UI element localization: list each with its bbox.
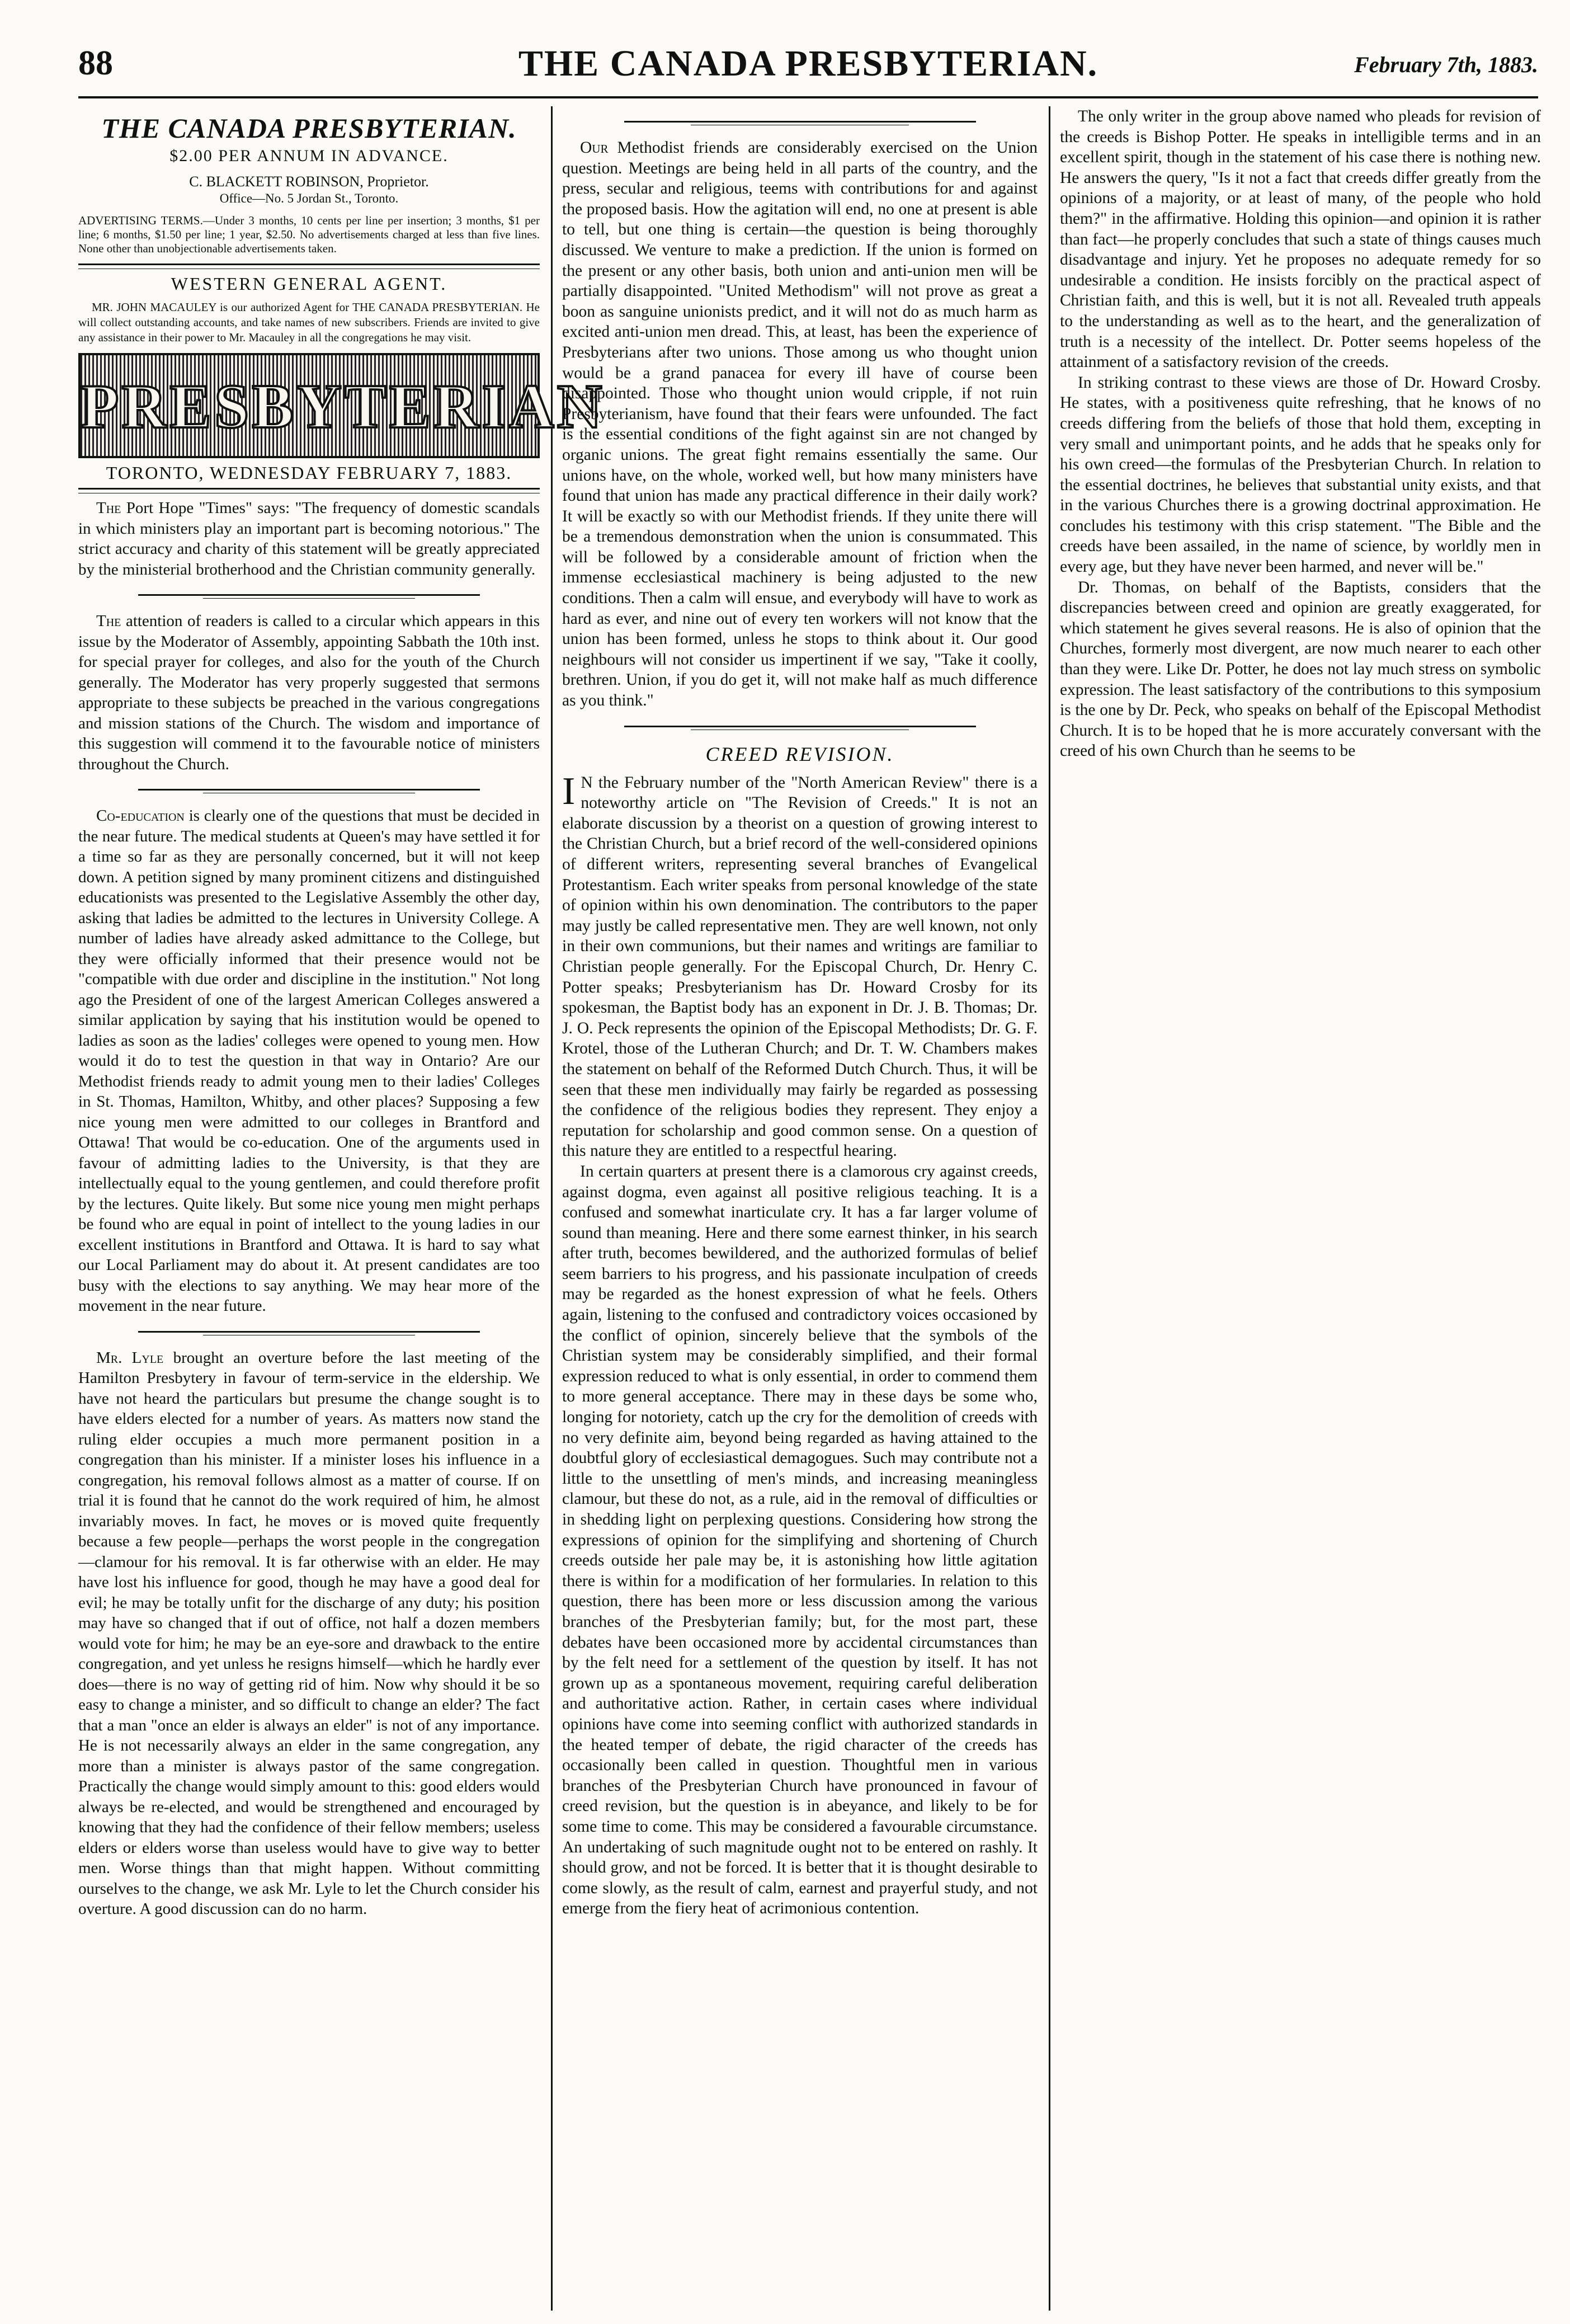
- column-2: [562, 106, 1038, 2311]
- office-address: Office—No. 5 Jordan St., Toronto.: [219, 191, 399, 205]
- running-head: [78, 44, 1538, 94]
- editorial-paragraph: Co-education is clearly one of the questions that must be decided in the near future. The medical students at Queen's may have settled it for a time so far as they are personally concerned, but it will not keep down. A petition signed by many prominent citizens and distinguished educationists was presented to the Legislative Assembly the other day, asking that ladies be admitted to the lectures in University College. A number of ladies have already asked admittance to the College, but they were officially informed that their presence would not be "compatible with due order and discipline in the institution." Not long ago the President of one of the largest American Colleges answered a similar application by saying that his institution would be opened to ladies as soon as the ladies' colleges were opened to young men. How would it do to test the question in that way in Ontario? Are our Methodist friends ready to admit young men to their ladies' Colleges in St. Thomas, Hamilton, Whitby, and other places? Supposing a few nice young men were admitted to our colleges in Brantford and Ottawa! That would be co-education. One of the arguments used in favour of admitting ladies to the University, is that they are intellectually equal to the young gentlemen, and could therefore profit by the lectures. Quite likely. But some nice young men might perhaps be found who are equal in point of intellect to the young ladies in our excellent institutions in Brantford and Ottawa. It is hard to say what our Local Parliament may do about it. At present candidates are too busy with the elections to say anything. We may hear more of the movement in the near future.: [78, 807, 540, 1315]
- column-1: [78, 106, 605, 2311]
- article-separator: [138, 1331, 480, 1335]
- editorial-paragraph: The attention of readers is called to a circular which appears in this issue by the Moderator of Assembly, appointing Sabbath the 10th inst. for special prayer for colleges, and also for the youth of the Church generally. The Moderator has very properly suggested that sermons appropriate to these subjects be preached in the various congregations and mission stations of the Church. The wisdom and importance of this suggestion will commend it to the favourable notice of ministers throughout the Church.: [78, 612, 540, 773]
- masthead-name: THE CANADA PRESBYTERIAN.: [101, 112, 517, 144]
- article-paragraph: In striking contrast to these views are those of Dr. Howard Crosby. He states, with a positiveness quite refreshing, that he knows of no creeds differing from the beliefs of those that hold them, excepting in very small and unimportant points, and he adds that he speaks only for his own creed—the formulas of the Presbyterian Church. In relation to the essential doctrines, he believes that substantial unity exists, and that in the various Churches there is a growing doctrinal approximation. He concludes his testimony with this crisp statement. "The Bible and the creeds have been assailed, in the name of science, by worldly men in every age, but they have never been harmed, and never will be.": [1060, 373, 1541, 576]
- article-separator: [138, 789, 480, 793]
- issue-date: February 7th, 1883.: [1354, 52, 1538, 77]
- article-paragraph: In certain quarters at present there is a clamorous cry against creeds, against dogma, even against all positive religious teaching. It is a confused and somewhat inarticulate cry. It has a far larger volume of sound than meaning. Here and there some earnest thinker, in his search after truth, becomes bewildered, and the authorized formulas of belief seem barriers to his progress, and his passionate inculpation of creeds may be regarded as the honest expression of what he feels. Others again, listening to the confused and contradictory voices occasioned by the conflict of opinion, sincerely believe that the symbols of the Christian system may be considerably simplified, and their formal expression reduced to what is only essential, in order to commend them to more general acceptance. There may in these days be some who, longing for notoriety, catch up the cry for the demolition of creeds with no very definite aim, beyond being regarded as having attained to the doubtful glory of ecclesiastical demagogues. Such may contribute not a little to the unsettling of men's minds, and increasing meaningless clamour, but these do not, as a rule, aid in the removal of difficulties or in shedding light on perplexing questions. Considering how strong the expressions of opinion for the simplifying and shortening of Church creeds outside her pale may be, it is astonishing how little agitation there is within for a modification of her formularies. In relation to this question, there has been more or less discussion among the various branches of the Presbyterian family; but, for the most part, these debates have been occasioned more by accidental circumstances than by the felt need for a settlement of the question by itself. It has not grown up as a spontaneous movement, requiring careful deliberation and authoritative action. Rather, in certain cases where individual opinions have come into seeming conflict with authorized standards in the heated temper of debate, the rigid character of the creeds has occasionally been called in question. Thoughtful men in various branches of the Presbyterian Church have pronounced in favour of creed revision, but the question is in abeyance, and likely to be for some time to come. This may be considered a favourable circumstance. An undertaking of such magnitude ought not to be entered on rashly. It should grow, and not be forced. It is better that it is thought desirable to come slowly, as the result of calm, earnest and prayerful study, and not emerge from the fiery heat of acrimonious contention.: [562, 1162, 1038, 1918]
- publisher-line: C. BLACKETT ROBINSON, Proprietor.: [189, 173, 429, 190]
- dateline: TORONTO, WEDNESDAY FEBRUARY 7, 1883.: [106, 463, 512, 483]
- editorial-paragraph: Mr. Lyle brought an overture before the last meeting of the Hamilton Presbytery in favour of term-service in the eldership. We have not heard the particulars but presume the change sought is to have elders elected for a number of years. As matters now stand the ruling elder occupies a much more permanent position in a congregation than his minister. If a minister loses his influence in a congregation, his removal follows almost as a matter of course. If on trial it is found that he cannot do the work required of him, he almost invariably moves. In fact, he moves or is moved quite frequently because a few people—perhaps the worst people in the congregation—clamour for his removal. It is far otherwise with an elder. He may have lost his influence for good, though he may have a good deal for evil; he may be totally unfit for the discharge of any duty; his position may have so changed that if out of office, not half a dozen members would vote for him; he may be an eye-sore and drawback to the entire congregation, and yet unless he resigns himself—which he hardly ever does—there is no way of getting rid of him. Now why should it be so easy to change a minister, and so difficult to change an elder? The fact that a man "once an elder is always an elder" is not of any importance. He is not necessarily always an elder in the same congregation, any more than a minister is always pastor of the same congregation. Practically the change would simply amount to this: good elders would always be re-elected, and would be strengthened and encouraged by knowing that they had the confidence of their fellow members; useless elders or elders worse than useless would have to give way to better men. Worse things than that might happen. Without committing ourselves to the change, we ask Mr. Lyle to let the Church consider his overture. A good discussion can do no harm.: [78, 1348, 540, 1918]
- editorial-paragraph: The Port Hope "Times" says: "The frequency of domestic scandals in which ministers play an important part is becoming notorious." The strict accuracy and charity of this statement will be greatly appreciated by the ministerial brotherhood and the Christian community generally.: [78, 499, 540, 578]
- advertising-terms: ADVERTISING TERMS.—Under 3 months, 10 cents per line per insertion; 3 months, $1 per line; 6 months, $1.50 per line; 1 year, $2.50. No advertisements charged at less than five lines. None other than unobjectionable advertisements taken.: [78, 214, 540, 255]
- logo-wordmark: PRESBYTERIAN: [81, 372, 605, 441]
- double-rule: [78, 488, 540, 493]
- subscription-price: $2.00 PER ANNUM IN ADVANCE.: [169, 147, 449, 165]
- article-separator: [138, 594, 480, 599]
- drop-cap: I: [562, 769, 576, 813]
- page-number: 88: [78, 44, 113, 82]
- article-title: CREED REVISION.: [705, 742, 894, 765]
- editorial-paragraph: Our Methodist friends are considerably exercised on the Union question. Meetings are being held in all parts of the country, and the press, secular and religious, teems with contributions for and against the proposed basis. How the agitation will end, no one at present is able to tell, but one thing is certain—the question is being thoroughly discussed. We venture to make a prediction. If the union is formed on the present or any other basis, both union and anti-union men will be partially disappointed. "United Methodism" will not prove as great a boon as sanguine unionists predict, and it will not do as much harm as excited anti-union men dread. This, at least, has been the experience of Presbyterians after two unions. Those among us who thought union would be a grand panacea for every ill have of course been disappointed. Those who thought union would cripple, if not ruin Presbyterianism, have found that their fears were unfounded. The fact is the essential conditions of the fight against sin are not changed by organic unions. The great fight remains essentially the same. Our unions have, on the whole, worked well, but how many ministers have found that union has made any practical difference in their daily work? It will be exactly so with our Methodist friends. If they unite there will be a tremendous demonstration when the union is consummated. This will be followed by a considerable amount of friction when the immense ecclesiastical machinery is being adjusted to the new conditions. Then a calm will ensue, and everybody will have to work as hard as ever, and nine out of every ten workers will not know that the union has been formed, unless he stops to think about it. Our good neighbours will not consider us impertinent if we say, "Take it coolly, brethren. Union, if you do get it, will not make half as much difference as you think.": [562, 139, 1038, 710]
- header-rule: [78, 96, 1538, 98]
- paper-title: THE CANADA PRESBYTERIAN.: [518, 43, 1098, 84]
- article-separator: [624, 726, 976, 730]
- double-rule: [78, 264, 540, 269]
- presbyterian-logo: [78, 353, 605, 458]
- agent-notice: MR. JOHN MACAULEY is our authorized Agent for THE CANADA PRESBYTERIAN. He will collect outstanding accounts, and take names of new subscribers. Friends are invited to give any assistance in their power to Mr. Macauley in all the congregations he may visit.: [78, 300, 540, 344]
- article-paragraph: The only writer in the group above named who pleads for revision of the creeds is Bishop Potter. He speaks in intelligible terms and in an excellent spirit, though in the statement of his case there is nothing new. He answers the query, "Is it not a fact that creeds differ greatly from the opinions of a majority, or at least of many, of the people who hold them?" in the affirmative. Holding this opinion—and opinion it is rather than fact—he properly concludes that such a state of things causes much disadvantage and injury. Yet he proposes no adequate remedy for so undesirable a condition. He insists forcibly on the practical aspect of Christian faith, and this is well, but it is not all. Revealed truth appeals to the understanding as well as to the heart, and the generalization of truth is a necessity of the intellect. Dr. Potter seems hopeless of the attainment of a satisfactory revision of the creeds.: [1060, 107, 1541, 371]
- column-3: [1060, 106, 1541, 2311]
- agent-heading: WESTERN GENERAL AGENT.: [171, 274, 447, 294]
- column-rule: [1049, 106, 1050, 2311]
- article-paragraph: I N the February number of the "North American Review" there is a noteworthy article on "The Revision of Creeds." It is not an elaborate discussion by a theorist on a question of growing interest to the Christian Church, but a brief record of the well-considered opinions of different writers, representing several branches of Evangelical Protestantism. Each writer speaks from personal knowledge of the state of opinion within his own denomination. The contributors to the paper may justly be called representative men. They are well known, not only in their own communions, but their names and writings are familiar to Christian people generally. For the Episcopal Church, Dr. Henry C. Potter speaks; Presbyterianism has Dr. Howard Crosby for its spokesman, the Baptist body has an exponent in Dr. J. B. Thomas; Dr. J. O. Peck represents the opinion of the Episcopal Methodists; Dr. G. F. Krotel, those of the Lutheran Church; and Dr. T. W. Chambers makes the statement on behalf of the Reformed Dutch Church. Thus, it will be seen that these men individually may fairly be regarded as possessing the confidence of the religious bodies they represent. They enjoy a reputation for scholarship and good common sense. On a question of this nature they are entitled to a respectful hearing.: [562, 769, 1038, 1160]
- article-paragraph: Dr. Thomas, on behalf of the Baptists, considers that the discrepancies between creed and opinion are greatly exaggerated, for which statement he gives several reasons. He is also of opinion that the Churches, formerly most divergent, are now much nearer to each other than they were. Like Dr. Potter, he does not lay much stress on symbolic expression. The least satisfactory of the contributions to this symposium is the one by Dr. Peck, who speaks on behalf of the Episcopal Methodist Church. It is to be hoped that he is more accurately conversant with the creed of his own Church than he seems to be: [1060, 578, 1541, 760]
- article-separator: [624, 121, 976, 125]
